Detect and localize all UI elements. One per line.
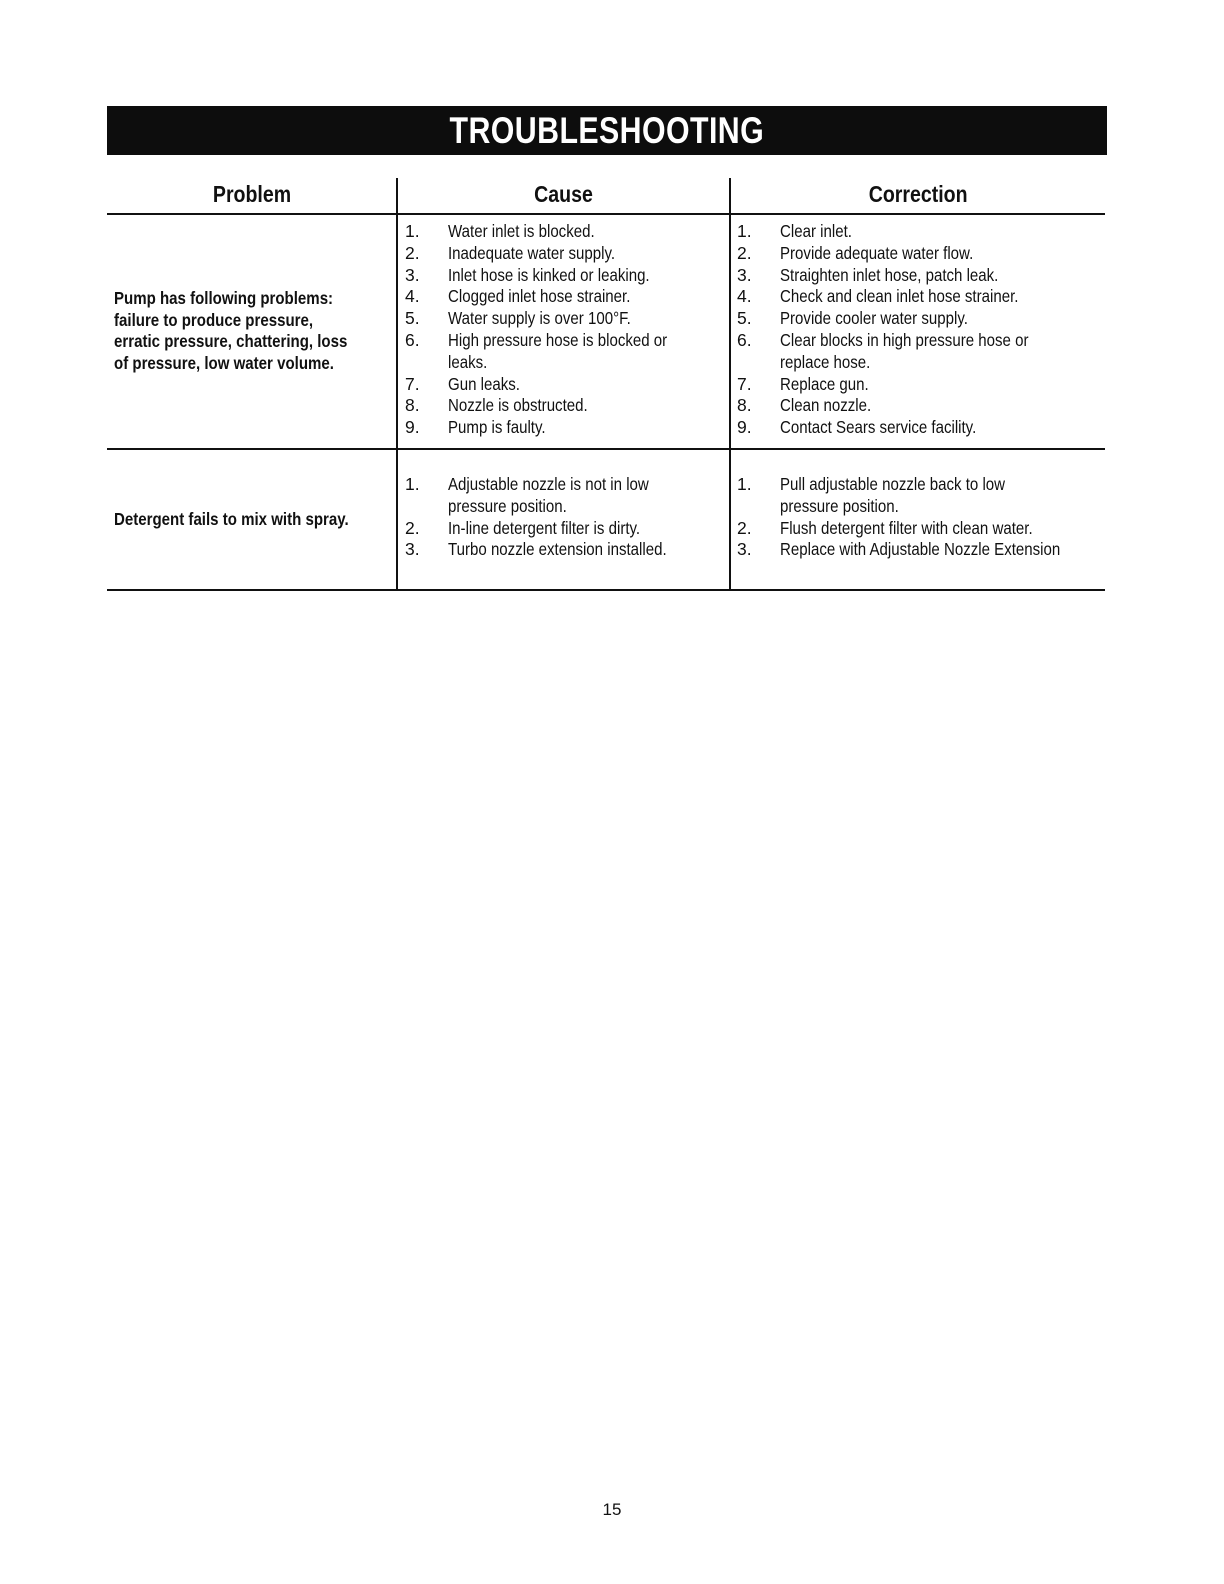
header-cause: Cause (534, 181, 594, 207)
list-item: 6. High pressure hose is blocked or leaks. (405, 329, 668, 372)
list-item: 3. Straighten inlet hose, patch leak. (737, 264, 999, 285)
list-item: 2. Provide adequate water flow. (737, 242, 974, 263)
section-title: TROUBLESHOOTING (449, 110, 765, 151)
list-item: 1. Water inlet is blocked. (405, 221, 595, 241)
list-item: 1. Pull adjustable nozzle back to low pressure position. (737, 474, 1006, 516)
list-item: 5. Water supply is over 100°F. (405, 308, 631, 329)
list-item: 4. Check and clean inlet hose strainer. (737, 286, 1019, 307)
list-item: 3. Replace with Adjustable Nozzle Extension (737, 539, 1061, 560)
column-divider (396, 178, 398, 591)
problem-row-1: Pump has following problems: failure to produce pressure, erratic pressure, chattering, loss of pressure, low water volume. (114, 288, 348, 373)
header-rule (107, 213, 1105, 215)
list-item: 2. In-line detergent filter is dirty. (405, 517, 641, 538)
list-item: 4. Clogged inlet hose strainer. (405, 286, 631, 307)
list-item: 9. Contact Sears service facility. (737, 417, 977, 438)
cause-list-row-2 (405, 474, 702, 561)
list-item: 5. Provide cooler water supply. (737, 308, 968, 329)
list-item: 8. Clean nozzle. (737, 395, 872, 416)
list-item: 3. Turbo nozzle extension installed. (405, 539, 667, 560)
list-item: 2. Flush detergent filter with clean water. (737, 517, 1033, 538)
header-correction: Correction (868, 181, 968, 207)
list-item: 1. Adjustable nozzle is not in low pressure position. (405, 474, 649, 516)
column-divider (729, 178, 731, 591)
header-problem: Problem (212, 181, 292, 207)
row-divider (107, 448, 1105, 450)
list-item: 2. Inadequate water supply. (405, 242, 616, 263)
correction-list-row-1 (737, 221, 1069, 439)
list-item: 7. Gun leaks. (405, 373, 520, 394)
table-bottom-rule (107, 589, 1105, 591)
list-item: 3. Inlet hose is kinked or leaking. (405, 264, 650, 285)
section-title-banner (107, 106, 1107, 155)
cause-list-row-1 (405, 221, 703, 439)
page-number: 15 (602, 1500, 622, 1519)
list-item: 8. Nozzle is obstructed. (405, 395, 588, 416)
list-item: 6. Clear blocks in high pressure hose or replace hose. (737, 329, 1029, 372)
correction-list-row-2 (737, 474, 1106, 561)
list-item: 1. Clear inlet. (737, 221, 852, 241)
list-item: 7. Replace gun. (737, 373, 869, 394)
list-item: 9. Pump is faulty. (405, 417, 546, 438)
problem-row-2: Detergent fails to mix with spray. (114, 509, 349, 529)
